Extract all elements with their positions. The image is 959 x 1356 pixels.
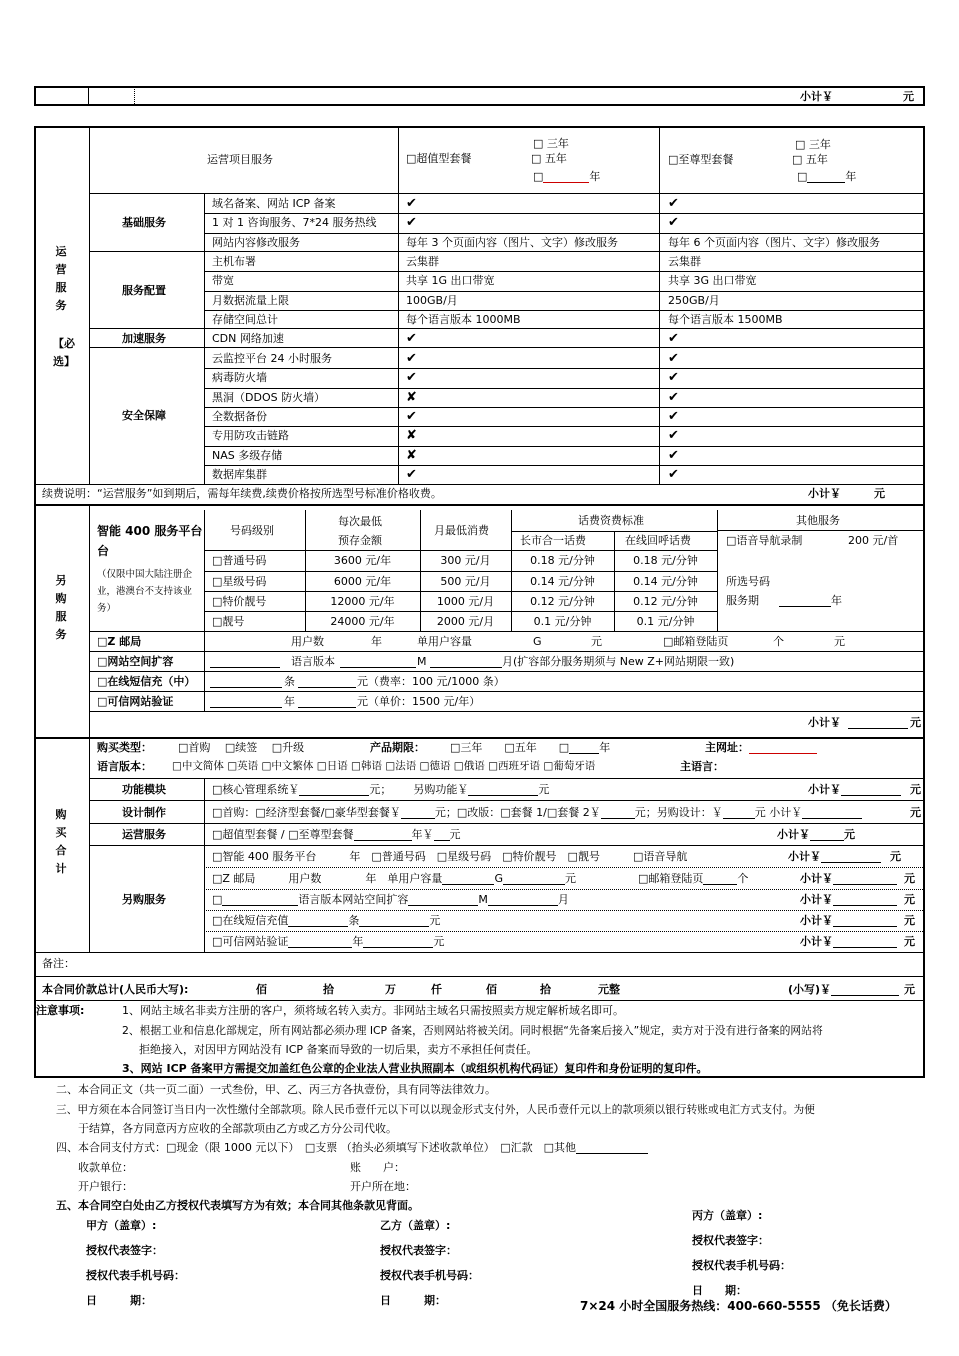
- ops-row-item: 云监控平台 24 小时服务: [212, 352, 332, 365]
- total-unit: 拾: [323, 983, 334, 996]
- buy-term-label: 产品期限：: [370, 741, 425, 754]
- ops-row-item: 月数据流量上限: [212, 294, 289, 307]
- pkg-a-custom-year[interactable]: □ 年: [533, 170, 601, 183]
- mail-yuan2-label: 元: [834, 635, 845, 648]
- notes-title: 注意事项:: [36, 1004, 85, 1017]
- total-small-yuan: 元: [904, 983, 915, 996]
- ops-side-required: 【必选】: [53, 337, 75, 368]
- buy-term-options[interactable]: □三年 □五年 □ 年: [450, 741, 611, 754]
- buy-extra-label: 另购服务: [122, 893, 166, 906]
- main-lang-label: 主语言：: [680, 760, 724, 773]
- extra-subtotal-label: 小计￥: [808, 716, 841, 729]
- mail-g-label: G: [533, 635, 542, 648]
- ops-row-item: 1 对 1 咨询服务、7*24 服务热线: [212, 216, 377, 229]
- platform-note: （仅限中国大陆注册企业，港澳台不支持该业务）: [97, 569, 193, 614]
- mail-count-label: 个: [773, 635, 784, 648]
- check-icon: ✔: [668, 467, 679, 482]
- check-icon: ✘: [406, 390, 417, 405]
- level-checkbox[interactable]: □靓号: [212, 615, 245, 628]
- buy-type-options[interactable]: □首购 □续签 □升级: [178, 741, 305, 754]
- group-security: 安全保障: [122, 409, 166, 422]
- extra-side-label: 另购服务: [55, 574, 67, 641]
- buy-ops-line[interactable]: □超值型套餐 / □至尊型套餐 年￥ 元: [212, 828, 461, 841]
- ops-row-item: NAS 多级存储: [212, 449, 283, 462]
- level-online: 0.12 元/分钟: [633, 595, 698, 608]
- level-online: 0.1 元/分钟: [636, 615, 695, 628]
- check-icon: ✔: [668, 409, 679, 424]
- col-tariff: 话费资费标准: [578, 514, 644, 527]
- group-config: 服务配置: [122, 284, 166, 297]
- check-icon: ✔: [668, 196, 679, 211]
- group-accel: 加速服务: [122, 332, 166, 345]
- voice-nav-price: 200 元/首: [848, 534, 899, 547]
- term-3b: 于结算，各方同意丙方应收的全部款项由乙方或乙方分公司代收。: [78, 1122, 397, 1135]
- pkg-b-checkbox[interactable]: □至尊型套餐: [668, 153, 734, 166]
- pkg-b-3y[interactable]: □ 三年: [795, 138, 831, 151]
- top-subtotal-yuan: 元: [903, 90, 914, 103]
- check-icon: ✔: [406, 196, 417, 211]
- col-min2: 预存金额: [338, 534, 382, 547]
- ops-row-item: 存储空间总计: [212, 313, 278, 326]
- check-icon: ✘: [406, 428, 417, 443]
- term-5: 五、本合同空白处由乙方授权代表填写方为有效；本合同其他条款见背面。: [56, 1199, 419, 1212]
- col-other: 其他服务: [796, 514, 840, 527]
- space-note: 月(扩容部分服务期须与 New Z+网站期限一致): [502, 655, 735, 668]
- check-icon: ✔: [668, 331, 679, 346]
- service-hotline: 7×24 小时全国服务热线：400-660-5555 （免长话费）: [580, 1299, 897, 1313]
- buy-design-line[interactable]: □首购：□经济型套餐/□豪华型套餐￥ 元；□改版：□套餐 1/□套餐 2￥ 元；另购设计：￥ 元 小计￥: [212, 806, 862, 819]
- mail-users-label: 用户数: [291, 635, 324, 648]
- level-deposit: 6000 元/年: [333, 575, 392, 588]
- ops-subtotal-label: 小计￥: [808, 487, 841, 500]
- ops-row-b-value: 每年 6 个页面内容（图片、文字）修改服务: [668, 236, 880, 249]
- level-deposit: 24000 元/年: [330, 615, 395, 628]
- total-unit: 元整: [598, 983, 620, 996]
- sms-fee-label: 元（费率：100 元/1000 条）: [357, 675, 505, 688]
- account-label: 账 户：: [350, 1161, 405, 1174]
- ops-row-b-value: 每个语言版本 1500MB: [668, 313, 783, 326]
- extra-subtotal-yuan: 元: [910, 716, 921, 729]
- total-unit: 佰: [486, 983, 497, 996]
- total-unit: 佰: [256, 983, 267, 996]
- check-icon: ✔: [406, 409, 417, 424]
- buy-extra-mail[interactable]: □Z 邮局 用户数 年 单用户容量 G 元 □邮箱登陆页 个: [212, 872, 749, 885]
- buy-extra-400[interactable]: □智能 400 服务平台 年 □普通号码 □星级号码 □特价靓号 □靓号 □语音导航: [212, 850, 688, 863]
- ops-side-label: 运营服务: [55, 245, 67, 312]
- ops-row-item: 主机布署: [212, 255, 256, 268]
- party-a-date: 日 期：: [86, 1294, 152, 1307]
- buy-extra-space[interactable]: □ 语言版本网站空间扩容 M 月: [212, 893, 569, 906]
- voice-nav-checkbox[interactable]: □语音导航录制: [726, 534, 803, 547]
- level-checkbox[interactable]: □普通号码: [212, 554, 267, 567]
- check-icon: ✔: [406, 351, 417, 366]
- total-unit: 拾: [540, 983, 551, 996]
- ops-row-item: 带宽: [212, 274, 234, 287]
- buy-side-label: 购买合计: [55, 808, 67, 875]
- ops-row-a-value: 100GB/月: [406, 294, 458, 307]
- check-icon: ✔: [668, 448, 679, 463]
- space-lang-label: 语言版本: [291, 655, 335, 668]
- check-icon: ✔: [668, 351, 679, 366]
- mail-login-checkbox[interactable]: □邮箱登陆页: [663, 635, 729, 648]
- ops-subtotal-yuan: 元: [874, 487, 885, 500]
- term-3a: 三、甲方须在本合同签订当日内一次性缴付全部款项。除人民币壹仟元以下可以以现金形式支付外，人民币壹仟元以上的款项须以银行转账或电汇方式支付。为便: [56, 1103, 815, 1116]
- check-icon: ✔: [406, 215, 417, 230]
- total-label: 本合同价款总计(人民币大写):: [42, 983, 189, 996]
- ops-row-a-value: 每年 3 个页面内容（图片、文字）修改服务: [406, 236, 618, 249]
- level-checkbox[interactable]: □星级号码: [212, 575, 267, 588]
- col-level: 号码级别: [230, 524, 274, 537]
- pkg-b-custom-year[interactable]: □ 年: [797, 170, 857, 183]
- service-period-label: 服务期 年: [726, 594, 842, 607]
- ops-row-item: 数据库集群: [212, 468, 267, 481]
- buy-extra-sms[interactable]: □在线短信充值 条 元: [212, 914, 441, 927]
- space-m-label: M: [417, 655, 427, 668]
- buy-type-label: 购买类型：: [97, 741, 152, 754]
- bank-location-label: 开户所在地：: [350, 1180, 416, 1193]
- col-month: 月最低消费: [434, 524, 489, 537]
- check-icon: ✘: [406, 448, 417, 463]
- verify-checkbox[interactable]: □可信网站验证: [97, 695, 174, 708]
- chosen-number-label: 所选号码: [726, 575, 770, 588]
- note-3: 3、网站 ICP 备案甲方需提交加盖红色公章的企业法人营业执照副本（或组织机构代码证）复印件和身份证明的复印件。: [122, 1062, 708, 1075]
- level-deposit: 12000 元/年: [330, 595, 395, 608]
- ops-row-item: 专用防攻击链路: [212, 429, 289, 442]
- pkg-b-5y[interactable]: □ 五年: [792, 153, 828, 166]
- level-local: 0.1 元/分钟: [533, 615, 592, 628]
- level-month: 300 元/月: [440, 554, 491, 567]
- bank-label: 开户银行：: [78, 1180, 133, 1193]
- ops-row-a-value: 每个语言版本 1000MB: [406, 313, 521, 326]
- party-b-date: 日 期：: [380, 1294, 446, 1307]
- ops-row-item: 病毒防火墙: [212, 371, 267, 384]
- total-small-label: (小写)￥: [788, 983, 899, 996]
- pkg-a-checkbox[interactable]: □超值型套餐: [406, 152, 472, 165]
- ops-row-a-value: 共享 1G 出口带宽: [406, 274, 495, 287]
- level-online: 0.14 元/分钟: [633, 575, 698, 588]
- col-local: 长市合一话费: [520, 534, 586, 547]
- payee-label: 收款单位：: [78, 1161, 133, 1174]
- party-c-rep: 授权代表签字：: [692, 1234, 769, 1247]
- remark-label: 备注：: [42, 957, 75, 970]
- space-checkbox[interactable]: □网站空间扩容: [97, 655, 174, 668]
- ops-row-item: 全数据备份: [212, 410, 267, 423]
- level-local: 0.14 元/分钟: [530, 575, 595, 588]
- buy-ops-label: 运营服务: [122, 828, 166, 841]
- note-2a: 2、根据工业和信息化部规定，所有网站都必须办理 ICP 备案，否则网站将被关闭。同时根据“先备案后接入”规定，卖方对于没有进行备案的网站将: [122, 1024, 823, 1037]
- term-2: 二、本合同正文（共一页二面）一式叁份，甲、乙、丙三方各执壹份，具有同等法律效力。: [56, 1083, 496, 1096]
- sms-checkbox[interactable]: □在线短信充（中）: [97, 675, 196, 688]
- ops-row-b-value: 250GB/月: [668, 294, 720, 307]
- level-checkbox[interactable]: □特价靓号: [212, 595, 267, 608]
- lang-version-label: 语言版本：: [97, 760, 152, 773]
- ops-row-item: 黑洞（DDOS 防火墙）: [212, 391, 326, 404]
- level-local: 0.12 元/分钟: [530, 595, 595, 608]
- total-unit: 仟: [431, 983, 442, 996]
- level-deposit: 3600 元/年: [333, 554, 392, 567]
- party-b-seal: 乙方（盖章）:: [380, 1219, 451, 1232]
- check-icon: ✔: [668, 370, 679, 385]
- party-c-date: 日 期：: [692, 1284, 747, 1297]
- level-month: 500 元/月: [440, 575, 491, 588]
- party-b-phone: 授权代表手机号码：: [380, 1269, 479, 1282]
- party-a-seal: 甲方（盖章）:: [86, 1219, 157, 1232]
- sms-unit-label: 条: [284, 675, 295, 688]
- mail-cap-label: 单用户容量: [417, 635, 472, 648]
- ops-row-b-value: 云集群: [668, 255, 701, 268]
- buy-design-label: 设计制作: [122, 806, 166, 819]
- ops-header-project: 运营项目服务: [207, 153, 273, 166]
- level-month: 2000 元/月: [436, 615, 495, 628]
- buy-feature-label: 功能模块: [122, 783, 166, 796]
- main-domain-label: 主网址：: [705, 741, 817, 754]
- note-1: 1、网站主域名非卖方注册的客户，须将域名转入卖方。非网站主域名只需按照卖方规定解析域名即可。: [122, 1004, 624, 1017]
- renewal-note: 续费说明：“运营服务”如到期后，需每年续费,续费价格按所选型号标准价格收费。: [42, 487, 442, 500]
- check-icon: ✔: [668, 215, 679, 230]
- level-online: 0.18 元/分钟: [633, 554, 698, 567]
- platform-title: 智能 400 服务平台: [97, 524, 203, 538]
- check-icon: ✔: [406, 467, 417, 482]
- pkg-a-3y[interactable]: □ 三年: [533, 137, 569, 150]
- party-a-rep: 授权代表签字：: [86, 1244, 163, 1257]
- mail-year-label: 年: [371, 635, 382, 648]
- check-icon: ✔: [406, 331, 417, 346]
- lang-version-options[interactable]: □中文简体 □英语 □中文繁体 □日语 □韩语 □法语 □德语 □俄语 □西班牙语 □葡萄牙语: [172, 760, 596, 772]
- party-c-seal: 丙方（盖章）:: [692, 1209, 763, 1222]
- total-unit: 万: [385, 983, 396, 996]
- note-2b: 拒绝接入，对因甲方网站没有 ICP 备案而导致的一切后果，卖方不承担任何责任。: [139, 1043, 538, 1056]
- ops-row-item: 网站内容修改服务: [212, 236, 300, 249]
- check-icon: ✔: [406, 370, 417, 385]
- col-min1: 每次最低: [338, 515, 382, 528]
- top-subtotal-row: [34, 86, 925, 106]
- mail-checkbox[interactable]: □Z 邮局: [97, 635, 142, 648]
- party-a-phone: 授权代表手机号码：: [86, 1269, 185, 1282]
- party-c-phone: 授权代表手机号码：: [692, 1259, 791, 1272]
- group-basic: 基础服务: [122, 216, 166, 229]
- pkg-a-5y[interactable]: □ 五年: [531, 152, 567, 165]
- ops-row-item: 域名备案、网站 ICP 备案: [212, 197, 336, 210]
- ops-row-a-value: 云集群: [406, 255, 439, 268]
- term-4: 四、本合同支付方式：□现金（限 1000 元以下） □支票 （抬头必须填写下述收款单位） □汇款 □其他: [56, 1141, 648, 1154]
- col-online: 在线回呼话费: [625, 534, 691, 547]
- verify-year-label: 年: [284, 695, 295, 708]
- check-icon: ✔: [668, 390, 679, 405]
- buy-extra-verify[interactable]: □可信网站验证 年 元: [212, 935, 445, 948]
- level-local: 0.18 元/分钟: [530, 554, 595, 567]
- verify-fee-label: 元（单价：1500 元/年）: [357, 695, 481, 708]
- mail-yuan-label: 元: [591, 635, 602, 648]
- ops-row-item: CDN 网络加速: [212, 332, 284, 345]
- level-month: 1000 元/月: [436, 595, 495, 608]
- ops-row-b-value: 共享 3G 出口带宽: [668, 274, 757, 287]
- check-icon: ✔: [668, 428, 679, 443]
- party-b-rep: 授权代表签字：: [380, 1244, 457, 1257]
- top-subtotal-label: 小计￥: [800, 90, 833, 103]
- buy-feature-line[interactable]: □核心管理系统￥ 元； 另购功能￥ 元: [212, 783, 550, 796]
